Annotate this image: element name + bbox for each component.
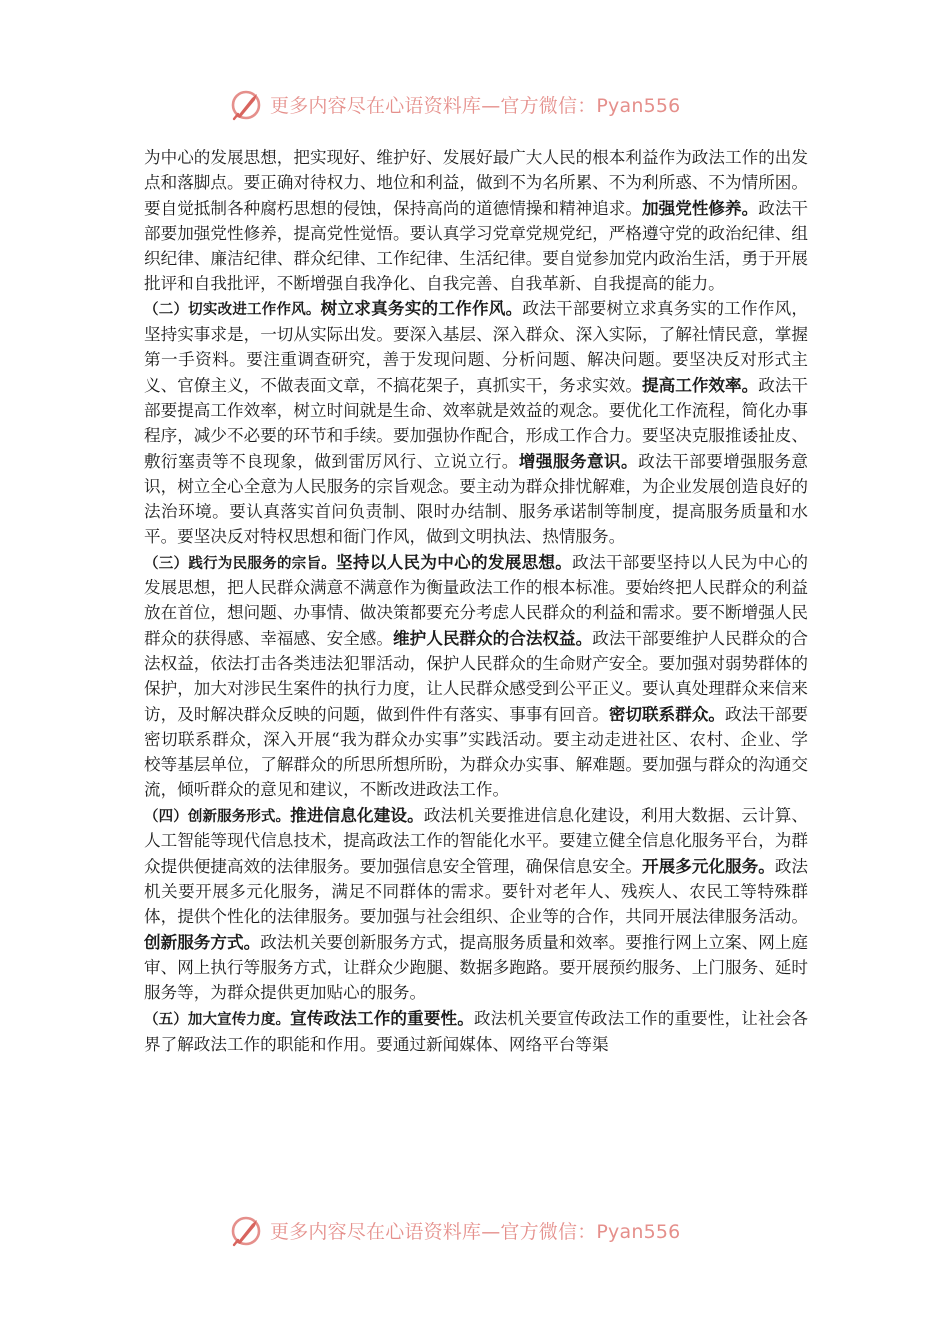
document-body: [144, 146, 808, 1058]
bold-subheading: 维护人民群众的合法权益。: [393, 628, 593, 649]
body-text: 政法干部要坚持以人民为中心的发展思想，把人民群众满意不满意作为衡量政法工作的根本标准。要始终把人民群众的利益放在首位，想问题、办事情、做决策都要充分考虑人民群众的利益和需求。要不断增强人民群众的获得感、幸福感、安全感。: [144, 552, 809, 649]
bold-subheading: 树立求真务实的工作作风。: [320, 298, 523, 319]
body-text: 政法干部要维护人民群众的合法权益，依法打击各类违法犯罪活动，保护人民群众的生命财产安全。要加强对弱势群体的保护，加大对涉民生案件的执行力度，让人民群众感受到公平正义。要认真处理群众来信来访，及时解决群众反映的问题，做到件件有落实、事事有回音。: [144, 629, 809, 724]
paragraph: [144, 146, 808, 296]
body-text: 政法干部要树立求真务实的工作作风，坚持实事求是，一切从实际出发。要深入基层、深入群众、深入实际，了解社情民意，掌握第一手资料。要注重调查研究，善于发现问题、分析问题、解决问题。要坚决反对形式主义、官僚主义，不做表面文章，不搞花架子，真抓实干，务求实效。: [144, 299, 809, 396]
body-text: 政法机关要推进信息化建设，利用大数据、云计算、人工智能等现代信息技术，提高政法工作的智能化水平。要建立健全信息化服务平台，为群众提供便捷高效的法律服务。要加强信息安全管理，确保信息安全。: [144, 805, 809, 877]
bold-subheading: 开展多元化服务。: [642, 856, 775, 877]
bold-subheading: 创新服务方式。: [144, 932, 261, 953]
body-text: 政法干部要加强党性修养，提高党性觉悟。要认真学习党章党规党纪，严格遵守党的政治纪律、组织纪律、廉洁纪律、群众纪律、工作纪律、生活纪律。要自觉参加党内政治生活，勇于开展批评和自我批评，不断增强自我净化、自我完善、自我革新、自我提高的能力。: [144, 198, 809, 293]
body-text: 政法干部要密切联系群众，深入开展“我为群众办实事”实践活动。要主动走进社区、农村、企业、学校等基层单位，了解群众的所思所想所盼，为群众办实事、解难题。要加强与群众的沟通交流，倾听群众的意见和建议，不断改进政法工作。: [144, 704, 809, 799]
bold-subheading: 提高工作效率。: [642, 375, 759, 396]
bold-subheading: 加强党性修养。: [642, 197, 759, 218]
footer-watermark-banner: [228, 1210, 748, 1250]
bold-subheading: 宣传政法工作的重要性。: [290, 1007, 474, 1028]
header-watermark-banner: [228, 84, 748, 124]
body-text: 政法机关要创新服务方式，提高服务质量和效率。要推行网上立案、网上庭审、网上执行等服务方式，让群众少跑腿、数据多跑路。要开展预约服务、上门服务、延时服务等，为群众提供更加贴心的服务。: [144, 933, 808, 1002]
bold-subheading: 密切联系群众。: [608, 703, 726, 724]
pen-nib-logo-icon: [228, 1212, 264, 1248]
paragraph: [144, 296, 808, 549]
body-text: 政法机关要宣传政法工作的重要性，让社会各界了解政法工作的职能和作用。要通过新闻媒体、网络平台等渠: [144, 1008, 809, 1054]
body-text: 政法干部要提高工作效率，树立时间就是生命、效率就是效益的观念。要优化工作流程，简化办事程序，减少不必要的环节和手续。要加强协作配合，形成工作合力。要坚决克服推诿扯皮、敷衍塞责等不良现象，做到雷厉风行、立说立行。: [144, 376, 809, 471]
bold-subheading: 增强服务意识。: [518, 450, 639, 471]
pen-nib-logo-icon: [228, 86, 264, 122]
paragraph: [144, 550, 808, 803]
watermark-text: 更多内容尽在心语资料库—官方微信：Pyan556: [270, 1220, 681, 1243]
section-heading: （五）加大宣传力度。: [144, 1011, 291, 1028]
body-text: 政法机关要开展多元化服务，满足不同群体的需求。要针对老年人、残疾人、农民工等特殊群体，提供个性化的法律服务。要加强与社会组织、企业等的合作，共同开展法律服务活动。: [144, 857, 809, 927]
watermark-text: 更多内容尽在心语资料库—官方微信：Pyan556: [270, 94, 681, 117]
paragraph: [144, 1006, 808, 1058]
section-heading: （二）切实改进工作作风。: [144, 302, 321, 319]
bold-subheading: 推进信息化建设。: [290, 804, 424, 825]
body-text: 为中心的发展思想，把实现好、维护好、发展好最广大人民的根本利益作为政法工作的出发点和落脚点。要正确对待权力、地位和利益，做到不为名所累、不为利所惑、不为情所困。要自觉抵制各种腐朽思想的侵蚀，保持高尚的道德情操和精神追求。: [144, 148, 808, 218]
section-heading: （三）践行为民服务的宗旨。: [144, 555, 337, 572]
bold-subheading: 坚持以人民为中心的发展思想。: [336, 551, 573, 572]
section-heading: （四）创新服务形式。: [144, 808, 291, 825]
paragraph: [144, 803, 808, 1006]
body-text: 政法干部要增强服务意识，树立全心全意为人民服务的宗旨观念。要主动为群众排忧解难，为企业发展创造良好的法治环境。要认真落实首问负责制、限时办结制、服务承诺制等制度，提高服务质量和水平。要坚决反对特权思想和衙门作风，做到文明执法、热情服务。: [144, 451, 809, 546]
